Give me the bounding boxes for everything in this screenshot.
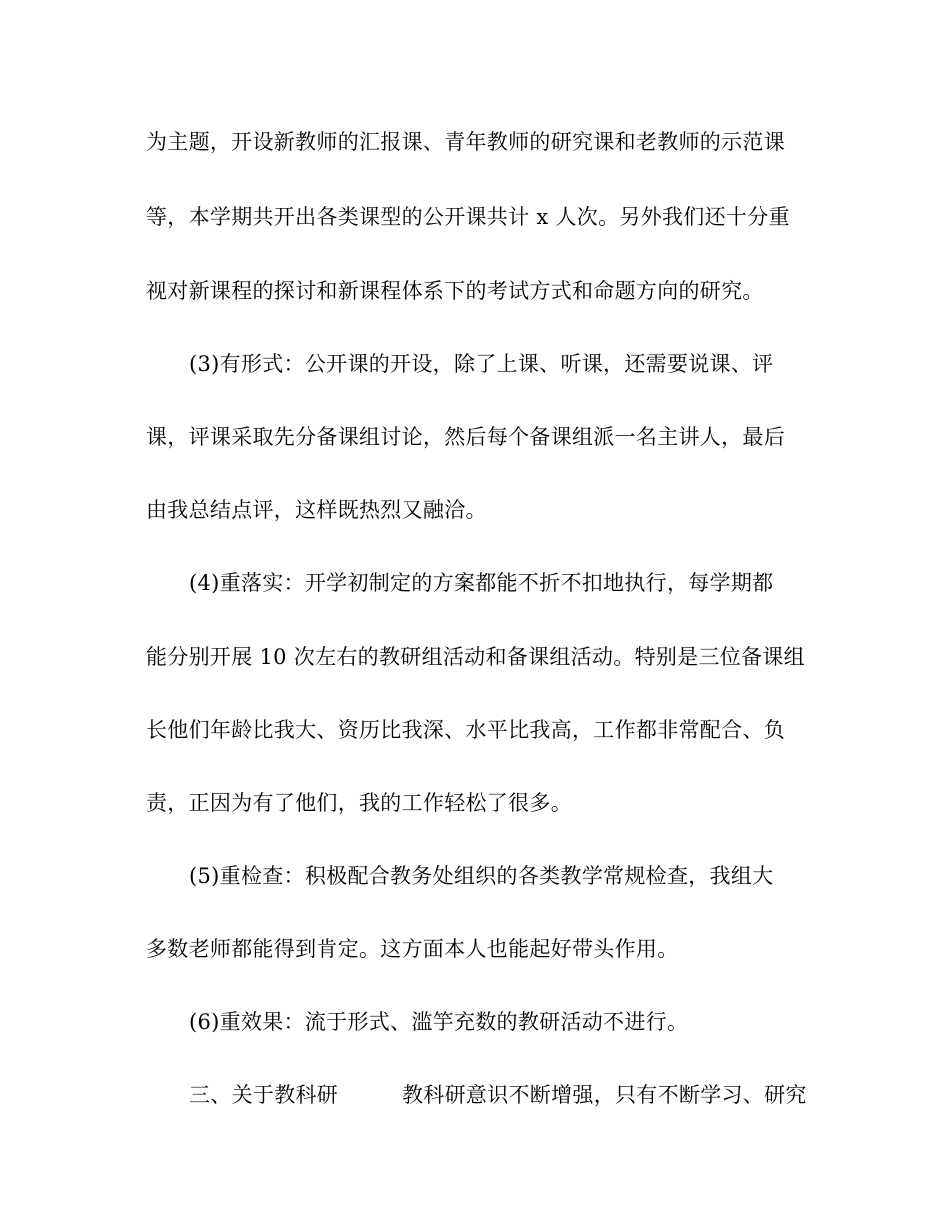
text-line: 能分别开展 10 次左右的教研组活动和备课组活动。特别是三位备课组 <box>146 645 805 669</box>
text-line: 课，评课采取先分备课组讨论，然后每个备课组派一名主讲人，最后 <box>146 425 785 449</box>
paragraph-start-line: (4)重落实：开学初制定的方案都能不折不扣地执行，每学期都 <box>189 571 774 595</box>
paragraph-start-line: (5)重检查：积极配合教务处组织的各类教学常规检查，我组大 <box>189 864 774 888</box>
text-line: 多数老师都能得到肯定。这方面本人也能起好带头作用。 <box>146 937 679 961</box>
text-line: 由我总结点评，这样既热烈又融洽。 <box>146 498 487 522</box>
text-line: 等，本学期共开出各类课型的公开课共计 x 人次。另外我们还十分重 <box>146 205 790 229</box>
text-line: 责，正因为有了他们，我的工作轻松了很多。 <box>146 791 572 815</box>
text-line: 为主题，开设新教师的汇报课、青年教师的研究课和老教师的示范课 <box>146 130 785 154</box>
text-line: 视对新课程的探讨和新课程体系下的考试方式和命题方向的研究。 <box>146 279 764 303</box>
section-heading-line: 三、关于教科研 教科研意识不断增强，只有不断学习、研究 <box>189 1083 807 1107</box>
text-line: 长他们年龄比我大、资历比我深、水平比我高，工作都非常配合、负 <box>146 718 785 742</box>
paragraph-start-line: (6)重效果：流于形式、滥竽充数的教研活动不进行。 <box>189 1010 689 1034</box>
paragraph-start-line: (3)有形式：公开课的开设，除了上课、听课，还需要说课、评 <box>189 352 774 376</box>
